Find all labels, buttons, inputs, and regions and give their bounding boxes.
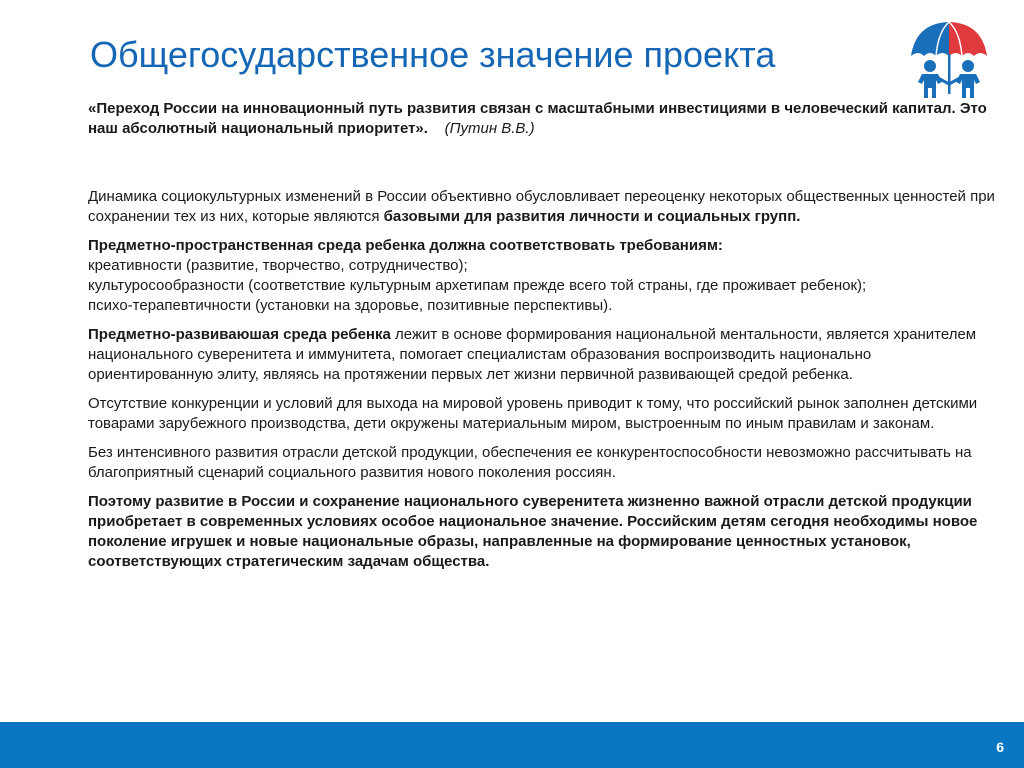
paragraph-dynamics: Динамика социокультурных изменений в России объективно обусловливает переоценку некоторых общественных ценностей при сохранении тех из них, которые являются базовыми для развития личности и социальных групп.	[88, 188, 995, 225]
quote-author: (Путин В.В.)	[444, 120, 535, 137]
quote-text: «Переход России на инновационный путь развития связан с масштабными инвестициями в человеческий капитал. Это наш абсолютный национальный приоритет».	[88, 100, 987, 137]
umbrella-children-logo	[908, 20, 990, 100]
page-number: 6	[996, 739, 1004, 755]
paragraph-competition: Отсутствие конкуренции и условий для выхода на мировой уровень приводит к тому, что российский рынок заполнен детскими товарами зарубежного производства, дети окружены материальным миром, выстроенным по иным правилам и законам.	[88, 395, 978, 432]
paragraph-environment: Предметно-развиваюшая среда ребенка лежит в основе формирования национальной ментальности, является хранителем национального суверенитета и иммунитета, помогает специалистам образования воспроизводить национально ориентированную элиту, являясь на протяжении первых лет жизни первичной развивающей средой ребенка.	[88, 326, 977, 383]
slide-content	[88, 99, 998, 572]
requirements-heading: Предметно-пространственная среда ребенка должна соответствовать требованиям:	[88, 237, 723, 254]
quote	[88, 99, 998, 139]
page-title: Общегосударственное значение проекта	[90, 34, 776, 75]
paragraph-development: Без интенсивного развития отрасли детской продукции, обеспечения ее конкурентоспособности невозможно рассчитывать на благоприятный сценарий социального развития нового поколения россиян.	[88, 444, 972, 481]
requirement-item: психо-терапевтичности (установки на здоровье, позитивные перспективы).	[88, 297, 613, 314]
paragraph-conclusion: Поэтому развитие в России и сохранение национального суверенитета жизненно важной отрасли детской продукции приобретает в современных условиях особое национальное значение. Российским детям сегодня необходимы новое поколение игрушек и новые национальные образы, направленные на формирование ценностных установок, соответствующих стратегическим задачам общества.	[88, 493, 978, 570]
footer-bar	[0, 722, 1024, 768]
requirement-item: креативности (развитие, творчество, сотрудничество);	[88, 257, 468, 274]
requirement-item: культуросообразности (соответствие культурным архетипам прежде всего той страны, где проживает ребенок);	[88, 277, 867, 294]
